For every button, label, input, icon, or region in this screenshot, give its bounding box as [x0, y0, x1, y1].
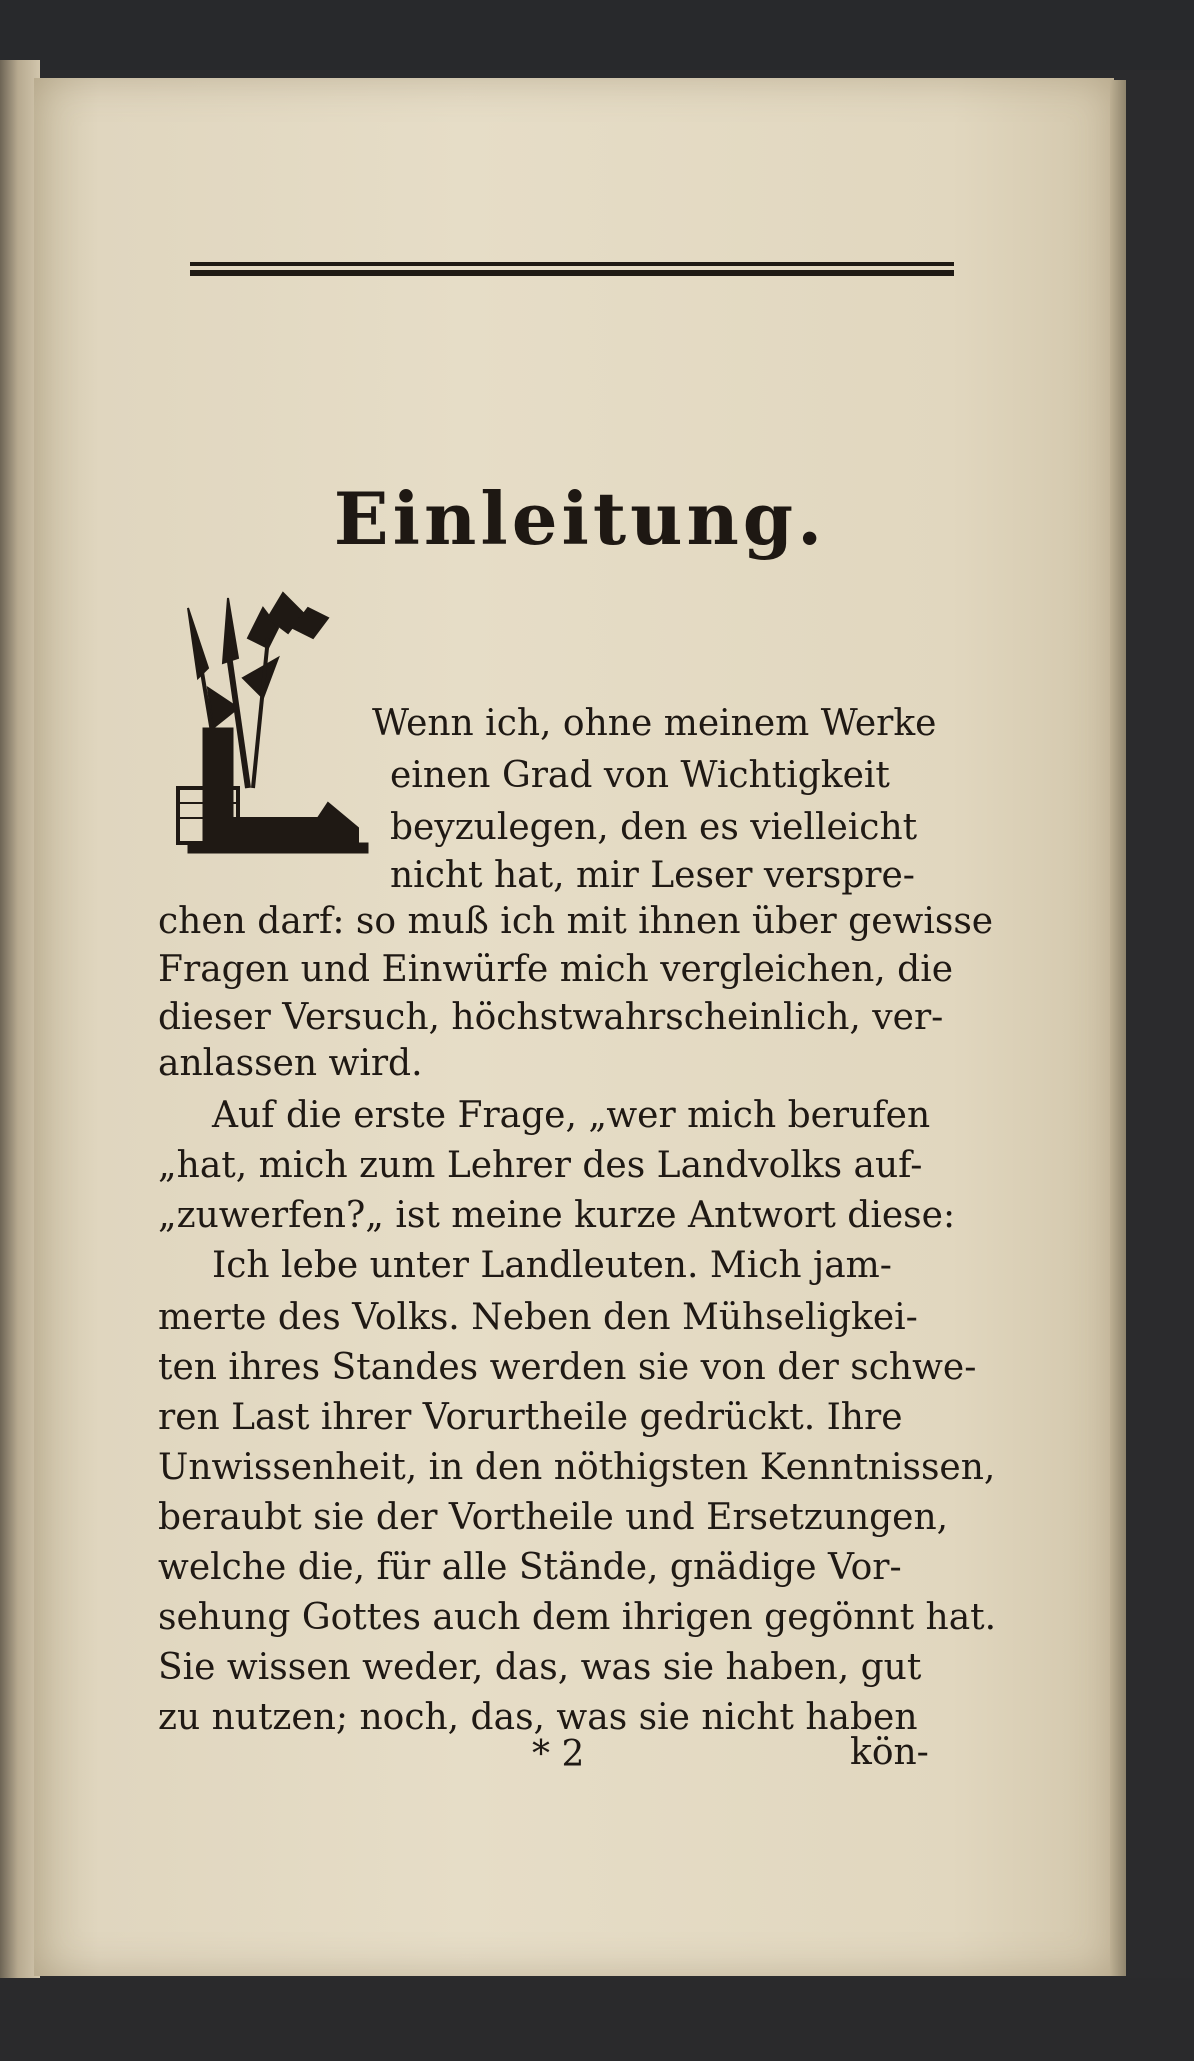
text-line: merte des Volks. Neben den Mühseligkei- [158, 1297, 918, 1338]
text-line: Sie wissen weder, das, was sie haben, gut [158, 1647, 922, 1688]
text-line: einen Grad von Wichtigkeit [390, 755, 890, 796]
right-page-edge [1110, 80, 1126, 1976]
text-line: Auf die erste Frage, „wer mich berufen [212, 1095, 931, 1136]
text-line: sehung Gottes auch dem ihrigen gegönnt hat. [158, 1597, 997, 1638]
catchword: kön- [850, 1732, 929, 1773]
decorated-initial-L [168, 588, 368, 868]
text-line: ren Last ihrer Vorurtheile gedrückt. Ihre [158, 1397, 903, 1438]
text-line: welche die, für alle Stände, gnädige Vor- [158, 1547, 902, 1588]
header-rule [190, 262, 954, 276]
text-line: Fragen und Einwürfe mich vergleichen, die [158, 949, 954, 990]
text-line: zu nutzen; noch, das, was sie nicht haben [158, 1697, 918, 1738]
text-line: Ich lebe unter Landleuten. Mich jam- [212, 1245, 892, 1286]
text-line: „zuwerfen?„ ist meine kurze Antwort diese: [158, 1195, 956, 1236]
text-line: beraubt sie der Vortheile und Ersetzungen, [158, 1497, 949, 1538]
signature-mark: * 2 [532, 1734, 585, 1775]
text-line: nicht hat, mir Leser verspre- [390, 855, 915, 896]
text-line: beyzulegen, den es vielleicht [390, 807, 918, 848]
scan-background-top [0, 0, 1194, 70]
text-line: anlassen wird. [158, 1043, 423, 1084]
chapter-title: Einleitung. [333, 476, 827, 561]
text-line: chen darf: so muß ich mit ihnen über gewisse [158, 901, 994, 942]
text-line: Wenn ich, ohne meinem Werke [372, 703, 937, 744]
scan-background-bottom [0, 1978, 1194, 2061]
text-line: ten ihres Standes werden sie von der schwe- [158, 1347, 977, 1388]
text-line: Unwissenheit, in den nöthigsten Kenntnissen, [158, 1447, 996, 1488]
text-line: dieser Versuch, höchstwahrscheinlich, ver- [158, 997, 944, 1038]
text-line: „hat, mich zum Lehrer des Landvolks auf- [158, 1145, 923, 1186]
